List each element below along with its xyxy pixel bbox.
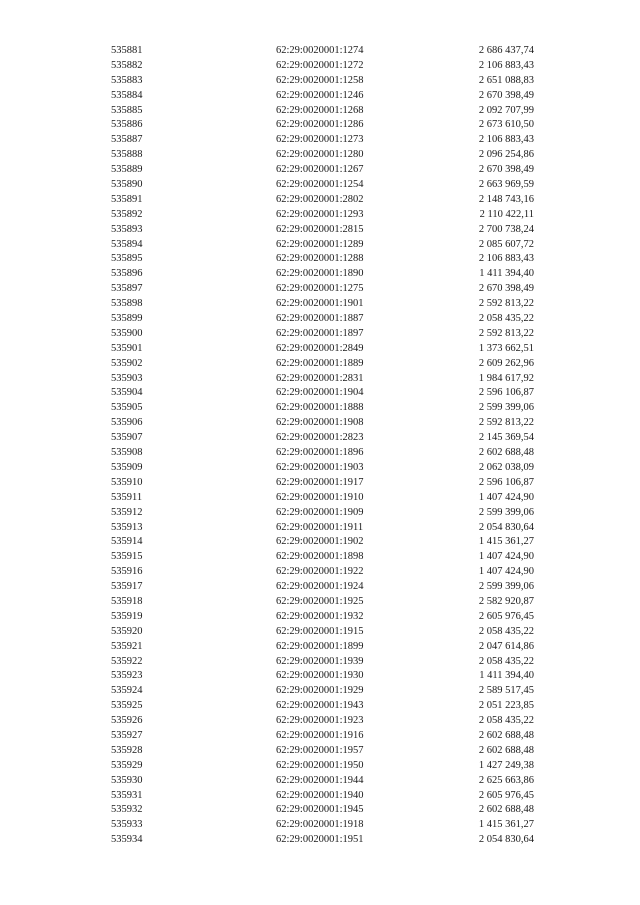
row-number-cell: 535925 — [111, 700, 143, 712]
table-row — [0, 312, 640, 327]
cadastral-number-cell: 62:29:0020001:1917 — [276, 476, 364, 488]
cadastral-value-cell: 2 599 399,06 — [478, 402, 534, 414]
cadastral-value-cell: 1 427 249,38 — [478, 759, 534, 771]
table-row — [0, 193, 640, 208]
table-row — [0, 386, 640, 401]
row-number-cell: 535901 — [111, 342, 143, 354]
cadastral-value-cell: 2 058 435,22 — [478, 625, 534, 637]
cadastral-value-cell: 2 051 223,85 — [478, 700, 534, 712]
cadastral-number-cell: 62:29:0020001:1275 — [276, 283, 364, 295]
row-number-cell: 535931 — [111, 789, 143, 801]
table-row — [0, 401, 640, 416]
cadastral-number-cell: 62:29:0020001:1272 — [276, 59, 364, 71]
cadastral-value-cell: 2 589 517,45 — [478, 685, 534, 697]
table-row — [0, 550, 640, 565]
cadastral-number-cell: 62:29:0020001:1957 — [276, 744, 364, 756]
table-row — [0, 803, 640, 818]
cadastral-number-cell: 62:29:0020001:1951 — [276, 834, 364, 846]
cadastral-number-cell: 62:29:0020001:1267 — [276, 164, 364, 176]
row-number-cell: 535881 — [111, 45, 143, 56]
cadastral-number-cell: 62:29:0020001:1268 — [276, 104, 364, 116]
row-number-cell: 535896 — [111, 268, 143, 280]
row-number-cell: 535909 — [111, 461, 143, 473]
cadastral-number-cell: 62:29:0020001:1293 — [276, 208, 364, 220]
cadastral-number-cell: 62:29:0020001:1273 — [276, 134, 364, 146]
row-number-cell: 535899 — [111, 313, 143, 325]
cadastral-number-cell: 62:29:0020001:1918 — [276, 819, 364, 831]
cadastral-number-cell: 62:29:0020001:2831 — [276, 372, 364, 384]
cadastral-number-cell: 62:29:0020001:1901 — [276, 298, 364, 310]
cadastral-number-cell: 62:29:0020001:1950 — [276, 759, 364, 771]
table-row — [0, 238, 640, 253]
cadastral-value-cell: 1 407 424,90 — [478, 491, 534, 503]
row-number-cell: 535912 — [111, 506, 143, 518]
row-number-cell: 535885 — [111, 104, 143, 116]
row-number-cell: 535926 — [111, 715, 143, 727]
row-number-cell: 535902 — [111, 357, 143, 369]
cadastral-value-cell: 2 062 038,09 — [478, 461, 534, 473]
table-row — [0, 476, 640, 491]
cadastral-value-cell: 2 058 435,22 — [478, 313, 534, 325]
cadastral-value-cell: 2 625 663,86 — [478, 774, 534, 786]
table-row — [0, 104, 640, 119]
cadastral-number-cell: 62:29:0020001:1897 — [276, 327, 364, 339]
cadastral-number-cell: 62:29:0020001:2815 — [276, 223, 364, 235]
cadastral-number-cell: 62:29:0020001:1923 — [276, 715, 364, 727]
table-row — [0, 282, 640, 297]
row-number-cell: 535916 — [111, 566, 143, 578]
row-number-cell: 535919 — [111, 610, 143, 622]
row-number-cell: 535921 — [111, 640, 143, 652]
cadastral-value-cell: 2 670 398,49 — [478, 164, 534, 176]
cadastral-value-cell: 2 106 883,43 — [478, 134, 534, 146]
table-row — [0, 506, 640, 521]
table-row — [0, 461, 640, 476]
row-number-cell: 535891 — [111, 193, 143, 205]
cadastral-number-cell: 62:29:0020001:1925 — [276, 595, 364, 607]
cadastral-value-cell: 1 415 361,27 — [478, 536, 534, 548]
row-number-cell: 535884 — [111, 89, 143, 101]
cadastral-value-cell: 2 592 813,22 — [478, 417, 534, 429]
cadastral-value-cell: 2 670 398,49 — [478, 283, 534, 295]
table-row — [0, 684, 640, 699]
cadastral-number-cell: 62:29:0020001:1258 — [276, 74, 364, 86]
cadastral-value-cell: 2 609 262,96 — [478, 357, 534, 369]
table-row — [0, 327, 640, 342]
cadastral-number-cell: 62:29:0020001:1288 — [276, 253, 364, 265]
table-row — [0, 416, 640, 431]
row-number-cell: 535905 — [111, 402, 143, 414]
row-number-cell: 535895 — [111, 253, 143, 265]
cadastral-value-cell: 2 599 399,06 — [478, 506, 534, 518]
cadastral-value-cell: 2 592 813,22 — [478, 298, 534, 310]
cadastral-number-cell: 62:29:0020001:1896 — [276, 447, 364, 459]
row-number-cell: 535900 — [111, 327, 143, 339]
cadastral-number-cell: 62:29:0020001:1922 — [276, 566, 364, 578]
cadastral-number-cell: 62:29:0020001:1908 — [276, 417, 364, 429]
table-row — [0, 208, 640, 223]
cadastral-value-cell: 1 407 424,90 — [478, 566, 534, 578]
cadastral-value-cell: 2 054 830,64 — [478, 521, 534, 533]
table-row — [0, 789, 640, 804]
table-row — [0, 610, 640, 625]
row-number-cell: 535890 — [111, 179, 143, 191]
cadastral-value-cell: 2 602 688,48 — [478, 804, 534, 816]
cadastral-number-cell: 62:29:0020001:1910 — [276, 491, 364, 503]
cadastral-value-cell: 2 085 607,72 — [478, 238, 534, 250]
cadastral-value-cell: 2 582 920,87 — [478, 595, 534, 607]
cadastral-value-cell: 2 605 976,45 — [478, 789, 534, 801]
cadastral-value-cell: 2 047 614,86 — [478, 640, 534, 652]
table-row — [0, 595, 640, 610]
cadastral-value-cell: 2 106 883,43 — [478, 253, 534, 265]
table-row — [0, 357, 640, 372]
row-number-cell: 535923 — [111, 670, 143, 682]
table-row — [0, 714, 640, 729]
cadastral-value-cell: 2 148 743,16 — [478, 193, 534, 205]
table-row — [0, 744, 640, 759]
cadastral-value-cell: 2 092 707,99 — [478, 104, 534, 116]
row-number-cell: 535906 — [111, 417, 143, 429]
cadastral-value-cell: 2 605 976,45 — [478, 610, 534, 622]
table-row — [0, 89, 640, 104]
table-row — [0, 669, 640, 684]
row-number-cell: 535918 — [111, 595, 143, 607]
cadastral-number-cell: 62:29:0020001:1924 — [276, 581, 364, 593]
row-number-cell: 535904 — [111, 387, 143, 399]
cadastral-value-cell: 2 651 088,83 — [478, 74, 534, 86]
table-row — [0, 699, 640, 714]
row-number-cell: 535883 — [111, 74, 143, 86]
row-number-cell: 535927 — [111, 729, 143, 741]
cadastral-value-cell: 1 407 424,90 — [478, 551, 534, 563]
row-number-cell: 535910 — [111, 476, 143, 488]
cadastral-number-cell: 62:29:0020001:1286 — [276, 119, 364, 131]
table-row — [0, 148, 640, 163]
table-row — [0, 759, 640, 774]
row-number-cell: 535928 — [111, 744, 143, 756]
cadastral-number-cell: 62:29:0020001:1911 — [276, 521, 364, 533]
cadastral-number-cell: 62:29:0020001:1889 — [276, 357, 364, 369]
cadastral-value-cell: 1 411 394,40 — [479, 670, 534, 682]
table-row — [0, 818, 640, 833]
row-number-cell: 535908 — [111, 447, 143, 459]
cadastral-number-cell: 62:29:0020001:1930 — [276, 670, 364, 682]
cadastral-number-cell: 62:29:0020001:2823 — [276, 432, 364, 444]
cadastral-value-cell: 1 415 361,27 — [478, 819, 534, 831]
row-number-cell: 535889 — [111, 164, 143, 176]
table-row — [0, 491, 640, 506]
row-number-cell: 535894 — [111, 238, 143, 250]
cadastral-number-cell: 62:29:0020001:1246 — [276, 89, 364, 101]
cadastral-number-cell: 62:29:0020001:1945 — [276, 804, 364, 816]
table-row — [0, 74, 640, 89]
cadastral-number-cell: 62:29:0020001:1932 — [276, 610, 364, 622]
table-row — [0, 133, 640, 148]
row-number-cell: 535913 — [111, 521, 143, 533]
row-number-cell: 535934 — [111, 834, 143, 846]
table-row — [0, 521, 640, 536]
table-row — [0, 44, 640, 59]
row-number-cell: 535892 — [111, 208, 143, 220]
cadastral-number-cell: 62:29:0020001:1899 — [276, 640, 364, 652]
table-row — [0, 118, 640, 133]
row-number-cell: 535917 — [111, 581, 143, 593]
cadastral-number-cell: 62:29:0020001:2849 — [276, 342, 364, 354]
cadastral-value-cell: 2 602 688,48 — [478, 729, 534, 741]
row-number-cell: 535914 — [111, 536, 143, 548]
row-number-cell: 535893 — [111, 223, 143, 235]
row-number-cell: 535933 — [111, 819, 143, 831]
cadastral-number-cell: 62:29:0020001:1274 — [276, 45, 364, 56]
table-row — [0, 297, 640, 312]
table-row — [0, 372, 640, 387]
table-row — [0, 774, 640, 789]
row-number-cell: 535887 — [111, 134, 143, 146]
cadastral-value-cell: 2 592 813,22 — [478, 327, 534, 339]
table-row — [0, 580, 640, 595]
cadastral-value-cell: 2 096 254,86 — [478, 149, 534, 161]
table-row — [0, 833, 640, 848]
cadastral-number-cell: 62:29:0020001:1887 — [276, 313, 364, 325]
table-row — [0, 655, 640, 670]
cadastral-number-cell: 62:29:0020001:1890 — [276, 268, 364, 280]
table-row — [0, 163, 640, 178]
table-row — [0, 267, 640, 282]
table-row — [0, 565, 640, 580]
cadastral-value-cell: 2 596 106,87 — [478, 387, 534, 399]
row-number-cell: 535920 — [111, 625, 143, 637]
table-row — [0, 59, 640, 74]
cadastral-value-cell: 2 670 398,49 — [478, 89, 534, 101]
cadastral-number-cell: 62:29:0020001:1915 — [276, 625, 364, 637]
cadastral-value-cell: 2 602 688,48 — [478, 447, 534, 459]
cadastral-value-cell: 1 411 394,40 — [479, 268, 534, 280]
cadastral-number-cell: 62:29:0020001:1940 — [276, 789, 364, 801]
cadastral-value-cell: 2 058 435,22 — [478, 655, 534, 667]
table-row — [0, 342, 640, 357]
row-number-cell: 535929 — [111, 759, 143, 771]
cadastral-value-cell: 2 145 369,54 — [478, 432, 534, 444]
row-number-cell: 535907 — [111, 432, 143, 444]
cadastral-number-cell: 62:29:0020001:1888 — [276, 402, 364, 414]
table-row — [0, 446, 640, 461]
cadastral-number-cell: 62:29:0020001:2802 — [276, 193, 364, 205]
cadastral-value-cell: 2 058 435,22 — [478, 715, 534, 727]
cadastral-number-cell: 62:29:0020001:1280 — [276, 149, 364, 161]
table-row — [0, 431, 640, 446]
cadastral-value-cell: 2 686 437,74 — [478, 45, 534, 56]
cadastral-number-cell: 62:29:0020001:1904 — [276, 387, 364, 399]
row-number-cell: 535886 — [111, 119, 143, 131]
cadastral-value-cell: 2 599 399,06 — [478, 581, 534, 593]
row-number-cell: 535911 — [111, 491, 143, 503]
cadastral-value-cell: 1 373 662,51 — [478, 342, 534, 354]
cadastral-value-table — [0, 44, 640, 848]
row-number-cell: 535932 — [111, 804, 143, 816]
cadastral-value-cell: 2 110 422,11 — [479, 208, 534, 220]
row-number-cell: 535897 — [111, 283, 143, 295]
table-row — [0, 535, 640, 550]
cadastral-value-cell: 2 673 610,50 — [478, 119, 534, 131]
table-row — [0, 223, 640, 238]
cadastral-value-cell: 2 054 830,64 — [478, 834, 534, 846]
cadastral-number-cell: 62:29:0020001:1909 — [276, 506, 364, 518]
row-number-cell: 535882 — [111, 59, 143, 71]
row-number-cell: 535915 — [111, 551, 143, 563]
cadastral-number-cell: 62:29:0020001:1289 — [276, 238, 364, 250]
row-number-cell: 535930 — [111, 774, 143, 786]
row-number-cell: 535922 — [111, 655, 143, 667]
cadastral-number-cell: 62:29:0020001:1916 — [276, 729, 364, 741]
table-row — [0, 640, 640, 655]
table-row — [0, 729, 640, 744]
cadastral-number-cell: 62:29:0020001:1939 — [276, 655, 364, 667]
table-row — [0, 625, 640, 640]
cadastral-number-cell: 62:29:0020001:1944 — [276, 774, 364, 786]
cadastral-value-cell: 1 984 617,92 — [478, 372, 534, 384]
cadastral-number-cell: 62:29:0020001:1929 — [276, 685, 364, 697]
row-number-cell: 535924 — [111, 685, 143, 697]
cadastral-number-cell: 62:29:0020001:1903 — [276, 461, 364, 473]
cadastral-value-cell: 2 700 738,24 — [478, 223, 534, 235]
cadastral-value-cell: 2 663 969,59 — [478, 179, 534, 191]
cadastral-value-cell: 2 596 106,87 — [478, 476, 534, 488]
row-number-cell: 535903 — [111, 372, 143, 384]
cadastral-number-cell: 62:29:0020001:1898 — [276, 551, 364, 563]
cadastral-number-cell: 62:29:0020001:1943 — [276, 700, 364, 712]
row-number-cell: 535898 — [111, 298, 143, 310]
cadastral-value-cell: 2 106 883,43 — [478, 59, 534, 71]
cadastral-value-cell: 2 602 688,48 — [478, 744, 534, 756]
table-row — [0, 252, 640, 267]
row-number-cell: 535888 — [111, 149, 143, 161]
cadastral-number-cell: 62:29:0020001:1254 — [276, 179, 364, 191]
table-row — [0, 178, 640, 193]
cadastral-number-cell: 62:29:0020001:1902 — [276, 536, 364, 548]
